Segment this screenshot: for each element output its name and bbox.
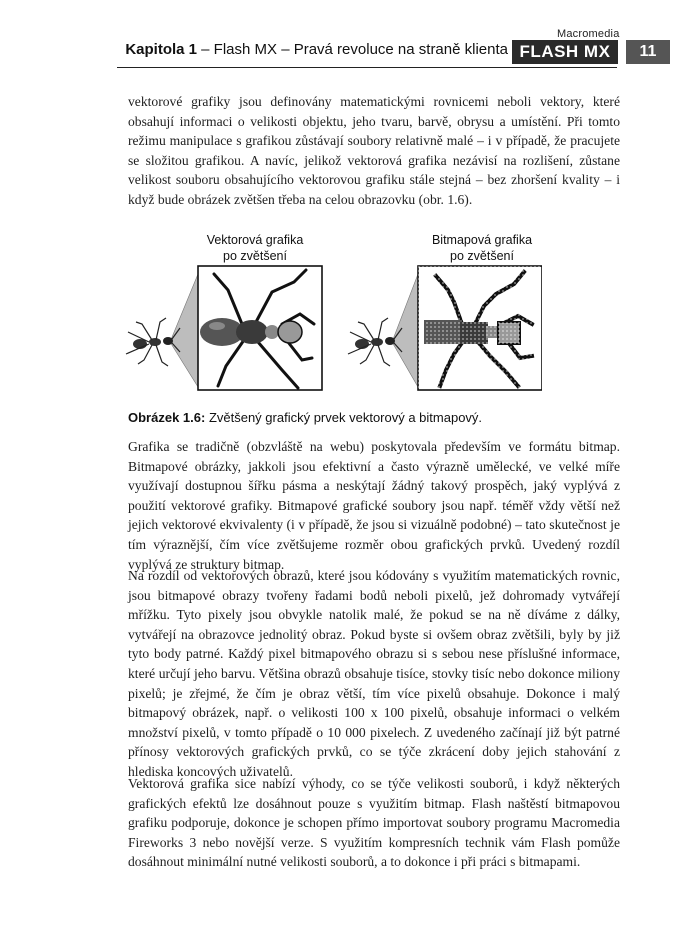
- figure-label-vector-line1: Vektorová grafika: [206, 233, 304, 247]
- brand-flash-mx-logo: FLASH MX: [512, 40, 618, 64]
- paragraph-bitmap-pixels: Na rozdíl od vektorových obrazů, které jsou kódovány s využitím matematických rovnic, jsou bitmapové obrazy tvořeny řadami bodů neboli pixelů, jež dohromady vytvářejí mřížku. Tyto pixely jsou obvykle natolik malé, že pokud se na ně díváme z dálky, vytvářejí na obrazovce jednolitý obraz. Pokud byste si ovšem obraz zvětšili, byly by již tyto body patrné. Každý pixel bitmapového obrazu si s sebou nese příslušné informace, které určují jeho barvu. Většina obrazů obsahuje tisíce, stovky tisíc nebo dokonce miliony pixelů; je zřejmé, že čím je obraz větší, tím více pixelů obsahuje. Dokonce i malý bitmapový obrázek, např. o velikosti 100 x 100 pixelů, obsahuje informaci o velkém množství pixelů, v tomto případě o 10 000 pixelech. Z uvedeného začínají již být patrné přínosy vektorových grafických prvků, co se týče zkrácení doby jejich stahování z hlediska koncových uživatelů.: [128, 568, 620, 779]
- header-divider: [117, 67, 617, 68]
- ant-small-vector-icon: [126, 274, 198, 387]
- figure-label-vector-line2: po zvětšení: [223, 249, 287, 263]
- chapter-title: – Flash MX – Pravá revoluce na straně klienta: [197, 41, 508, 58]
- figure-label-bitmap: [412, 232, 552, 264]
- paragraph-vector-intro: vektorové grafiky jsou definovány matematickými rovnicemi neboli vektory, které obsahují informaci o velikosti objektu, jeho tvaru, barvě, obrysu a umístění. Při tomto režimu manipulace s grafikou zůstávají soubory relativně malé – i v případě, že pracujete se složitou grafikou. A navíc, jelikož vektorová grafika nezávisí na rozlišení, zůstane velikost souboru obsahujícího vektorovou grafiku stále stejná – bez zhoršení kvality – i když bude obrázek zvětšen třeba na celou obrazovku (obr. 1.6).: [128, 94, 620, 207]
- paragraph-flash-bitmap-support: Vektorová grafika sice nabízí výhody, co se týče velikosti souborů, i když některých grafických efektů lze dosáhnout pouze s využitím bitmap. Flash naštěstí bitmapovou grafiku podporuje, dokonce je schopen přímo importovat soubory programu Macromedia Fireworks 3 nebo novější verze. S využitím kompresních technik vám Flash pomůže dosáhnout minimální nutné velikosti souborů, a to dokonce i při práci s bitmapami.: [128, 776, 620, 870]
- figure-label-bitmap-line1: Bitmapová grafika: [431, 233, 533, 247]
- ant-zoomed-bitmap-icon: [418, 266, 542, 390]
- figure-label-bitmap-line2: po zvětšení: [450, 249, 514, 263]
- figure-caption-text: Zvětšený grafický prvek vektorový a bitmapový.: [205, 410, 483, 425]
- page-number: 11: [626, 40, 670, 64]
- paragraph-bitmap-tradition: Grafika se tradičně (obzvláště na webu) poskytovala především ve formátu bitmap. Bitmapové obrázky, jakkoli jsou efektivní a často výrazně umělecké, ve velké míře využívají dostupnou šířku pásma a neskýtají žádný takový prospěch, jaký vyplývá z použití vektorové grafiky. Bitmapové grafické soubory jsou např. téměř vždy větší než jejich vektorové ekvivalenty (i v případě, že jsou si vizuálně podobné) – tato skutečnost je tím výraznější, čím více zvětšujeme rozměr obou grafických prvků. Uvedený rozdíl vyplývá ze struktury bitmap.: [128, 439, 620, 572]
- figure-caption-number: Obrázek 1.6:: [128, 410, 206, 425]
- figure-label-vector: [190, 232, 320, 264]
- ant-small-bitmap-icon: [348, 274, 418, 387]
- figure-ant-comparison: [122, 262, 542, 392]
- brand-macromedia: Macromedia: [557, 28, 620, 40]
- chapter-heading: [125, 41, 508, 58]
- figure-caption: [128, 410, 620, 425]
- chapter-number: Kapitola 1: [125, 41, 197, 58]
- ant-zoomed-vector-icon: [198, 266, 322, 390]
